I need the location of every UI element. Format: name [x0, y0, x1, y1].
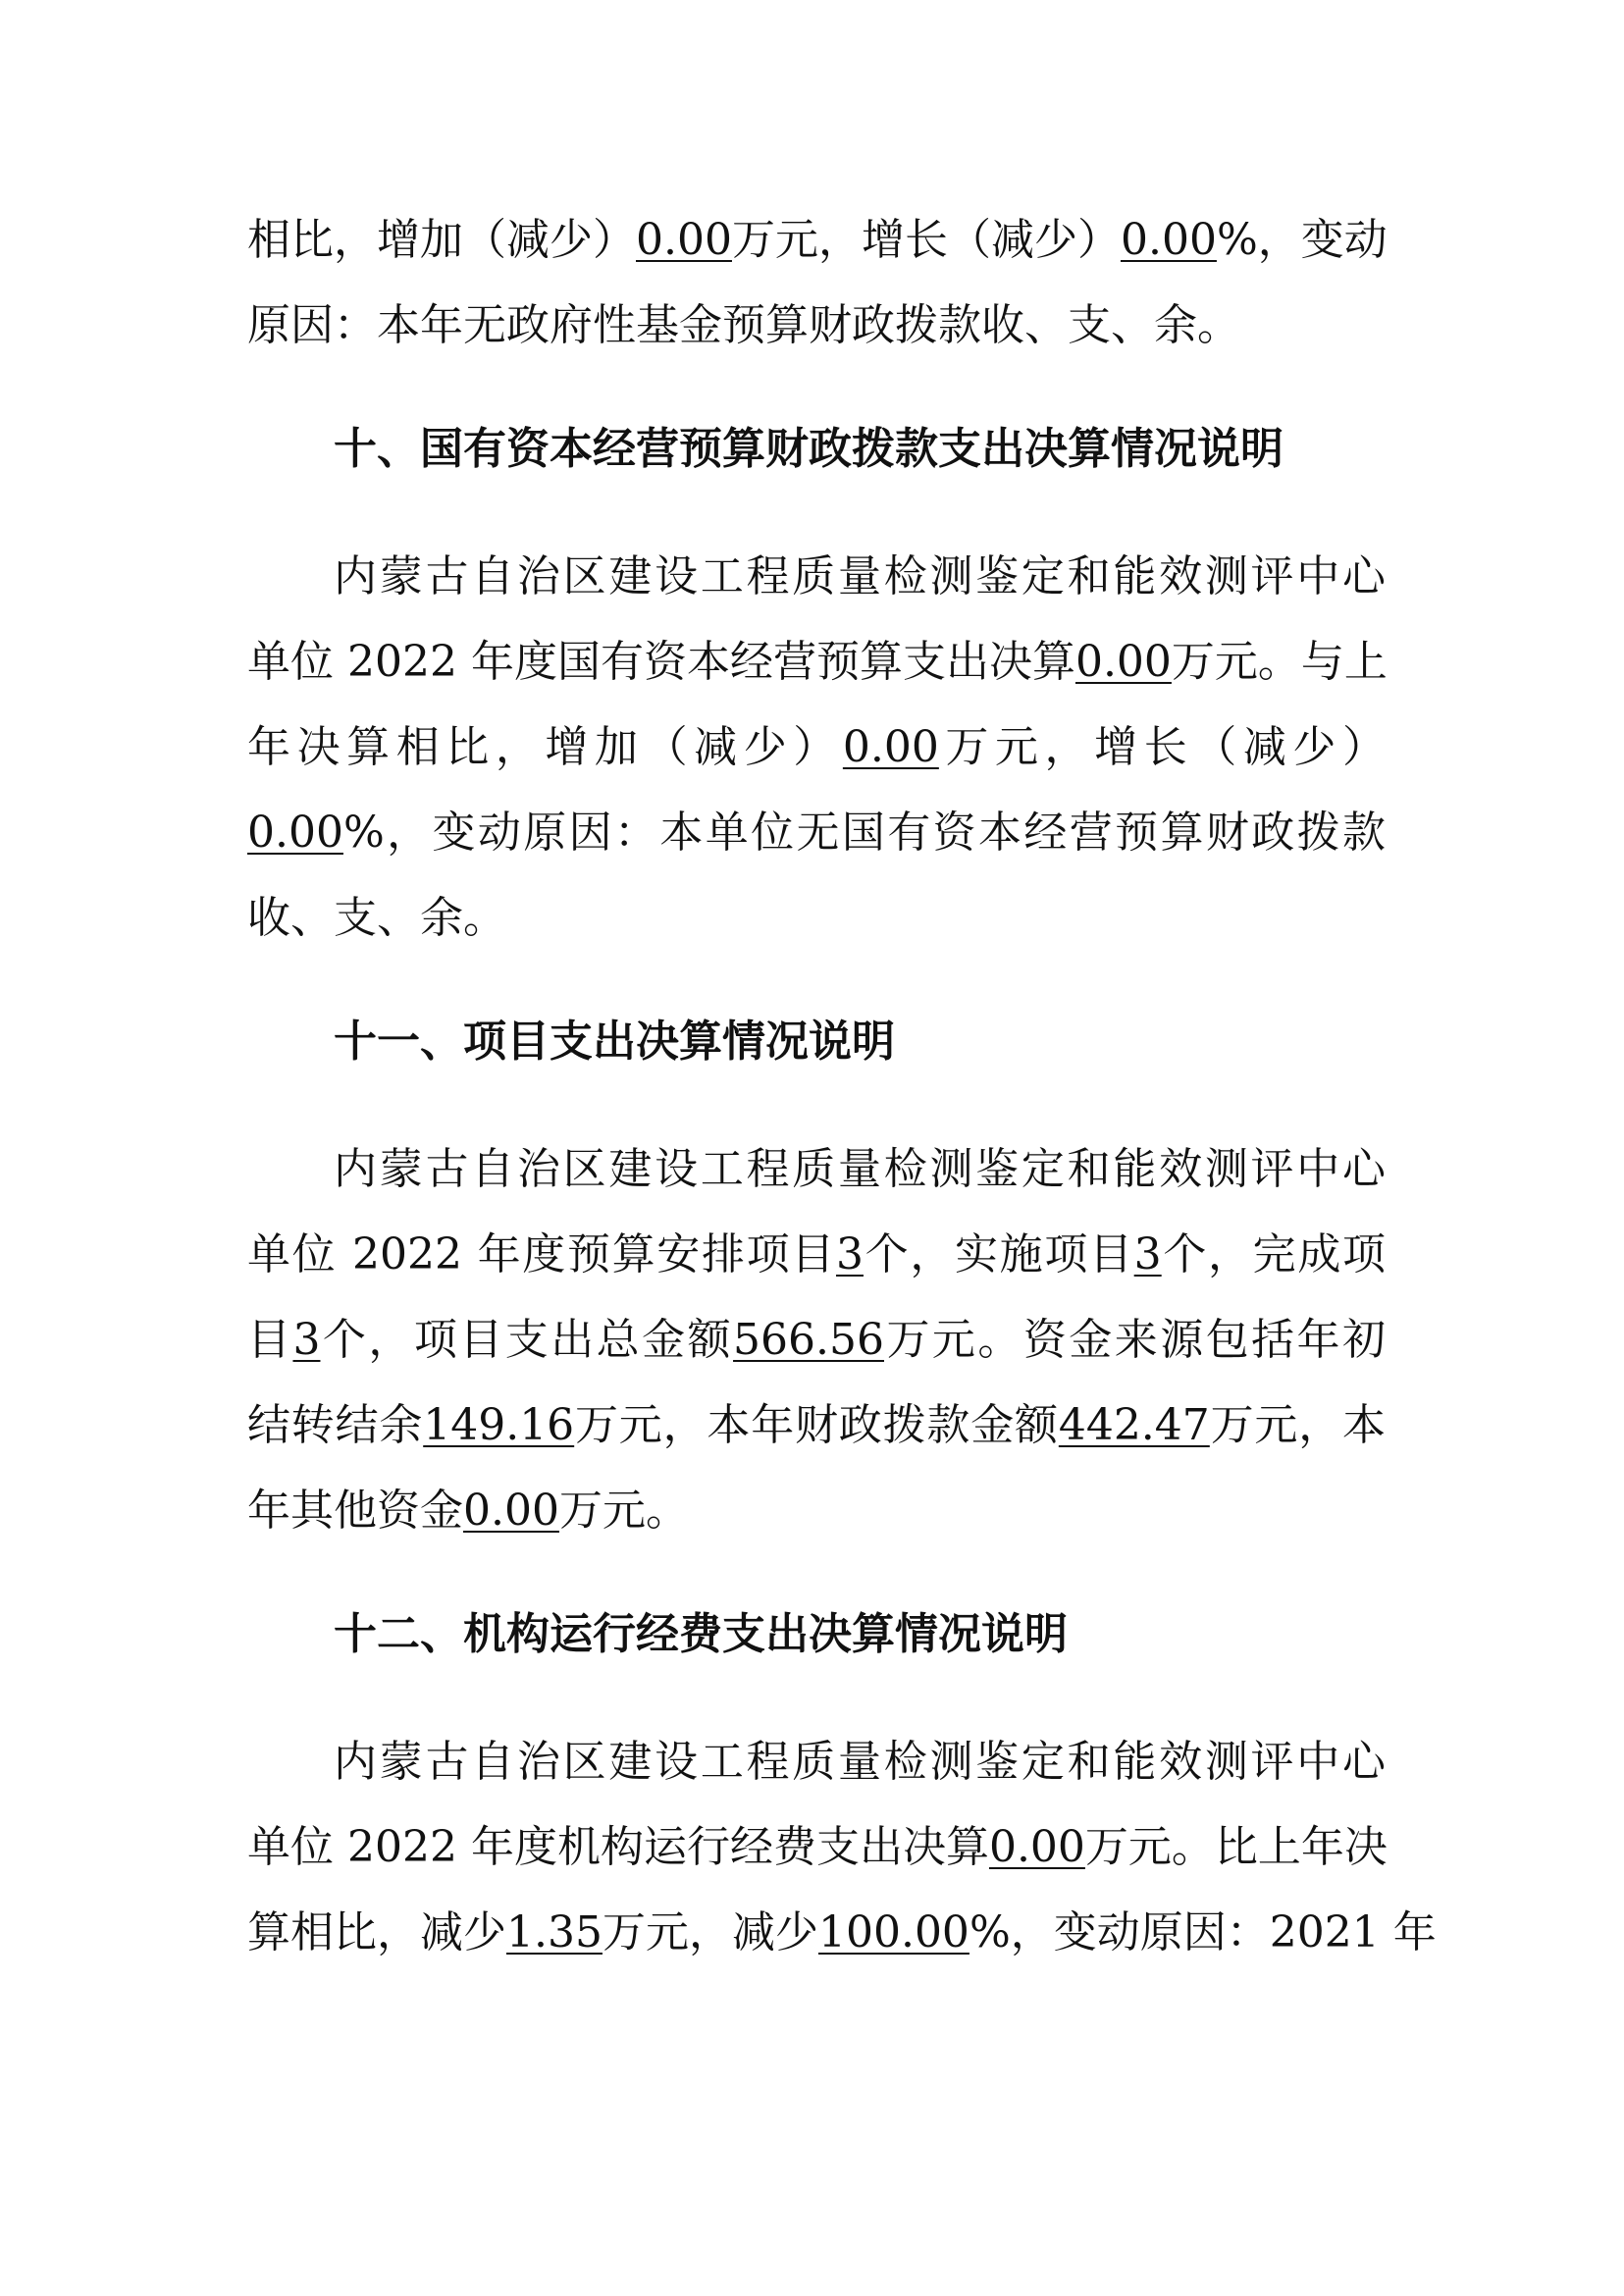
text-segment: 万元。与上	[1171, 637, 1388, 687]
paragraph-line	[247, 211, 1386, 270]
paragraph-line: 原因：本年无政府性基金预算财政拨款收、支、余。	[247, 300, 1240, 350]
paragraph-line	[247, 633, 1386, 692]
text-segment: 目	[247, 1315, 293, 1365]
amount-value: 0.00	[842, 722, 939, 772]
paragraph-line: 收、支、余。	[247, 893, 506, 943]
amount-value: 0.00	[636, 215, 732, 265]
text-segment: 个，项目支出总金额	[320, 1315, 734, 1365]
amount-value: 1.35	[506, 1907, 602, 1957]
paragraph-line	[247, 1311, 1386, 1370]
text-segment: 万元。比上年决	[1084, 1822, 1388, 1872]
amount-value: 0.00	[1074, 637, 1172, 687]
percent-value: 100.00	[817, 1907, 969, 1957]
paragraph-line	[247, 804, 1386, 862]
amount-value: 0.00	[988, 1822, 1085, 1872]
text-segment: 算相比，减少	[247, 1907, 506, 1957]
section-heading: 十一、项目支出决算情况说明	[334, 1017, 895, 1067]
paragraph-line	[247, 1818, 1386, 1877]
paragraph-line	[247, 718, 1386, 777]
percent-value: 0.00	[247, 808, 343, 858]
count-value: 3	[835, 1229, 864, 1279]
text-segment: 结转结余	[247, 1400, 424, 1450]
text-segment: 万元，减少	[602, 1907, 818, 1957]
amount-value: 442.47	[1058, 1400, 1210, 1450]
count-value: 3	[1133, 1229, 1162, 1279]
text-segment: %，变动原因：2021 年	[969, 1907, 1437, 1957]
text-segment: 万元，增长（减少）	[938, 722, 1386, 772]
text-segment: %，变动原因：本单位无国有资本经营预算财政拨款	[342, 808, 1386, 858]
paragraph-line	[247, 1396, 1386, 1455]
text-segment: %，变动	[1216, 215, 1388, 265]
text-segment: 万元。资金来源包括年初	[884, 1315, 1387, 1365]
text-segment: 个，实施项目	[863, 1229, 1134, 1279]
text-segment: 个，完成项	[1161, 1229, 1387, 1279]
text-segment: 单位 2022 年度国有资本经营预算支出决算	[247, 637, 1075, 687]
text-segment: 单位 2022 年度预算安排项目	[247, 1229, 836, 1279]
amount-value: 566.56	[733, 1315, 884, 1365]
paragraph-line: 内蒙古自治区建设工程质量检测鉴定和能效测评中心	[334, 1737, 1386, 1787]
count-value: 3	[292, 1315, 321, 1365]
text-segment: 万元，本	[1209, 1400, 1387, 1450]
text-segment: 万元。	[558, 1486, 689, 1536]
text-segment: 单位 2022 年度机构运行经费支出决算	[247, 1822, 989, 1872]
paragraph-line	[247, 1226, 1386, 1284]
amount-value: 0.00	[463, 1486, 559, 1536]
paragraph-line	[247, 1482, 1386, 1540]
text-segment: 相比，增加（减少）	[247, 215, 636, 265]
text-segment: 年决算相比，增加（减少）	[247, 722, 843, 772]
paragraph-line: 内蒙古自治区建设工程质量检测鉴定和能效测评中心	[334, 1144, 1386, 1194]
text-segment: 万元，增长（减少）	[731, 215, 1121, 265]
amount-value: 149.16	[423, 1400, 575, 1450]
section-heading: 十二、机构运行经费支出决算情况说明	[334, 1609, 1068, 1659]
paragraph-line: 内蒙古自治区建设工程质量检测鉴定和能效测评中心	[334, 551, 1386, 601]
paragraph-line	[247, 1904, 1437, 1962]
percent-value: 0.00	[1120, 215, 1217, 265]
text-segment: 年其他资金	[247, 1486, 463, 1536]
section-heading: 十、国有资本经营预算财政拨款支出决算情况说明	[334, 424, 1283, 474]
text-segment: 万元，本年财政拨款金额	[574, 1400, 1059, 1450]
